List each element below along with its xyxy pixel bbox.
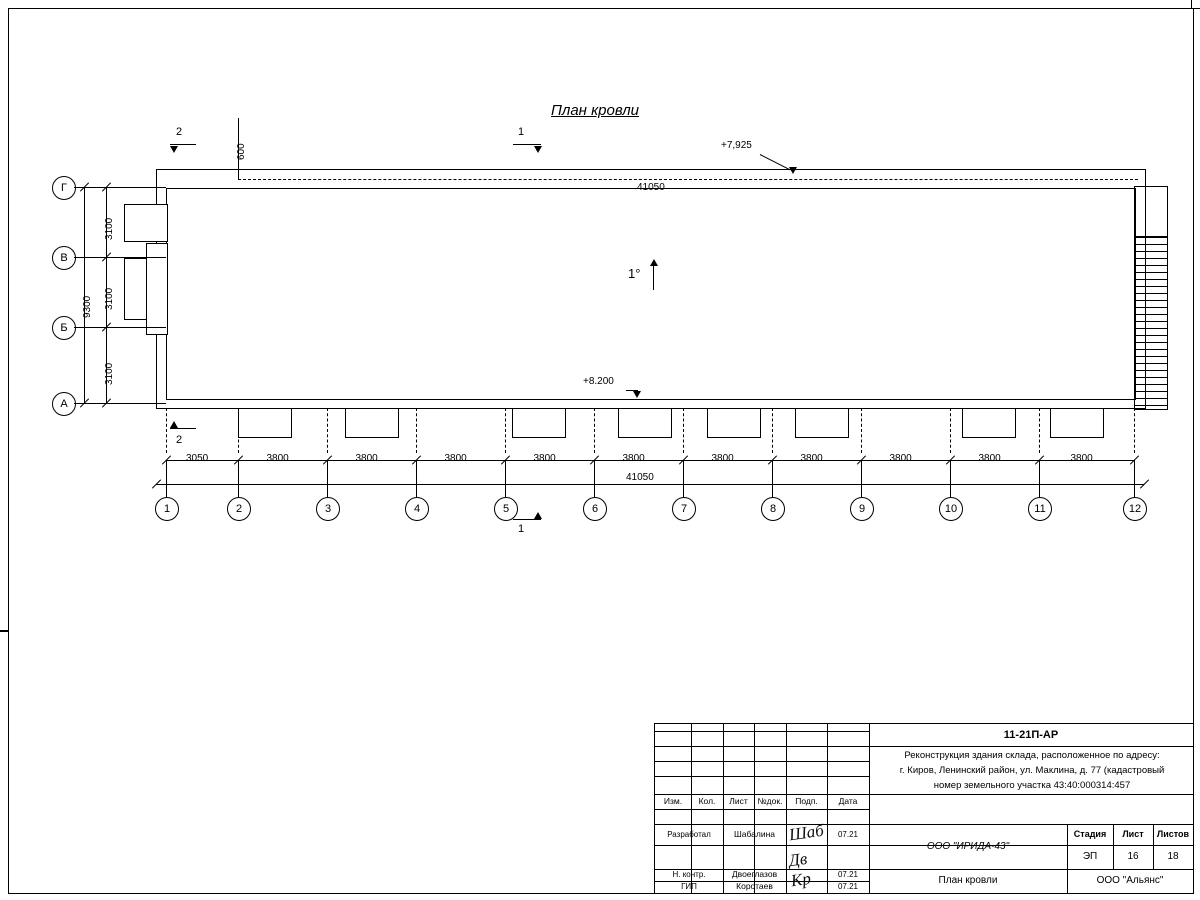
stamp-date-1: 07.21 <box>837 829 859 839</box>
section-mark-2-top: 2 <box>176 126 183 138</box>
column-grid-line-12 <box>1134 408 1135 453</box>
elevation-bottom-arrow <box>633 391 641 398</box>
stamp-rule-3 <box>655 809 869 810</box>
axis-line-G <box>74 187 166 188</box>
column-grid-line-4 <box>416 408 417 453</box>
dim-vertical-3100-1: 3100 <box>104 217 115 240</box>
stamp-name-1: Шабалина <box>733 828 776 839</box>
section-mark-1-bottom-arrow <box>534 512 542 519</box>
section-mark-2-bottom: 2 <box>176 434 183 446</box>
axis-bubble-9: 9 <box>850 497 874 521</box>
axis-extension-10 <box>950 460 951 497</box>
stage-header-listov: Листов <box>1156 829 1190 840</box>
project-code: 11-21П-АР <box>1003 728 1059 741</box>
title-block <box>654 723 1194 894</box>
bottom-block-4 <box>618 408 672 438</box>
axis-bubble-3: 3 <box>316 497 340 521</box>
axis-bubble-1: 1 <box>155 497 179 521</box>
axis-extension-5 <box>505 460 506 497</box>
dim-vertical-total-9300: 9300 <box>82 295 93 318</box>
stage-header-list: Лист <box>1122 829 1144 840</box>
bottom-block-6 <box>795 408 849 438</box>
stage-value-list: 16 <box>1127 851 1139 863</box>
stamp-header-list: Лист <box>729 795 748 806</box>
elevation-top-label: +7,925 <box>721 140 752 151</box>
bottom-block-7 <box>962 408 1016 438</box>
stamp-header-data: Дата <box>838 795 858 806</box>
axis-bubble-10: 10 <box>939 497 963 521</box>
slope-arrow-shaft <box>653 266 654 290</box>
dim-bottom-3: 3800 <box>355 453 378 464</box>
axis-bubble-12: 12 <box>1123 497 1147 521</box>
stamp-name-3: Коротаев <box>736 881 773 892</box>
page-title <box>551 102 639 119</box>
axis-extension-11 <box>1039 460 1040 497</box>
stamp-header-podp: Подп. <box>795 795 818 806</box>
stamp-header-ndok: №док. <box>757 795 783 806</box>
column-grid-line-9 <box>861 408 862 453</box>
frame-tick-top <box>1184 8 1200 9</box>
dim-bottom-6: 3800 <box>622 453 645 464</box>
stamp-role-3: ГИП <box>681 882 697 892</box>
bottom-block-5 <box>707 408 761 438</box>
object-line-3: номер земельного участка 43:40:000314:457 <box>933 780 1131 792</box>
axis-extension-6 <box>594 460 595 497</box>
dim-bottom-11: 3800 <box>1070 453 1093 464</box>
axis-extension-1 <box>166 460 167 497</box>
column-grid-line-11 <box>1039 408 1040 453</box>
axis-bubble-7: 7 <box>672 497 696 521</box>
section-mark-2-top-line <box>170 144 196 145</box>
plan-title-text: План кровли <box>551 102 639 119</box>
dim-vertical-3100-2: 3100 <box>104 287 115 310</box>
axis-bubble-2: 2 <box>227 497 251 521</box>
bottom-block-2 <box>345 408 399 438</box>
stamp-role-2: Н. контр. <box>672 870 706 880</box>
section-mark-2-bottom-line <box>170 428 196 429</box>
dim-bottom-7: 3800 <box>711 453 734 464</box>
stage-value-listov: 18 <box>1167 851 1179 863</box>
dim-overall-bottom-line <box>156 484 1144 485</box>
stamp-header-izm: Изм. <box>663 795 683 806</box>
axis-extension-2 <box>238 460 239 497</box>
section-mark-1-top-arrow <box>534 146 542 153</box>
axis-bubble-V: В <box>52 246 76 270</box>
dim-bottom-5: 3800 <box>533 453 556 464</box>
stamp-date-3: 07.21 <box>837 882 859 892</box>
elevation-top-arrow <box>789 167 797 174</box>
frame-tick-top-vertical <box>1191 0 1192 9</box>
axis-extension-3 <box>327 460 328 497</box>
section-mark-2-top-arrow <box>170 146 178 153</box>
column-grid-line-2 <box>238 408 239 453</box>
company-designer: ООО "ИРИДА-43" <box>926 840 1010 852</box>
stamp-rule-1 <box>655 746 1193 747</box>
bottom-block-8 <box>1050 408 1104 438</box>
signature-1: Шаб <box>787 820 825 845</box>
column-grid-line-8 <box>772 408 773 453</box>
axis-bubble-8: 8 <box>761 497 785 521</box>
object-line-2: г. Киров, Ленинский район, ул. Маклина, д. 77 (кадастровый <box>899 765 1165 777</box>
axis-bubble-5: 5 <box>494 497 518 521</box>
dim-bottom-2: 3800 <box>266 453 289 464</box>
roof-hatched-block <box>1134 236 1168 410</box>
axis-extension-9 <box>861 460 862 497</box>
frame-tick-left <box>0 630 9 632</box>
slope-label: 1° <box>628 266 641 281</box>
object-line-1: Реконструкция здания склада, расположенное по адресу: <box>904 750 1160 762</box>
section-mark-1-bottom: 1 <box>518 523 525 535</box>
bottom-block-3 <box>512 408 566 438</box>
stamp-header-kol: Кол. <box>698 795 716 806</box>
dim-600-label: 600 <box>236 143 247 160</box>
dim-overall-length-bottom: 41050 <box>626 472 654 483</box>
bottom-block-1 <box>238 408 292 438</box>
roof-ridge-dashed-line <box>238 179 1138 180</box>
sheet-name: План кровли <box>938 875 998 887</box>
section-mark-1-top: 1 <box>518 126 525 138</box>
stamp-rule-8 <box>655 761 869 762</box>
dim-bottom-10: 3800 <box>978 453 1001 464</box>
stage-value-stadia: ЭП <box>1082 851 1098 863</box>
column-grid-line-1 <box>166 408 167 453</box>
dim-bottom-8: 3800 <box>800 453 823 464</box>
dim-overall-length-top: 41050 <box>637 182 665 193</box>
dim-bottom-1: 3050 <box>186 453 209 464</box>
column-grid-line-6 <box>594 408 595 453</box>
stamp-rule-9 <box>655 776 869 777</box>
column-grid-line-3 <box>327 408 328 453</box>
axis-bubble-11: 11 <box>1028 497 1052 521</box>
axis-bubble-4: 4 <box>405 497 429 521</box>
roof-element-block-1 <box>124 204 168 242</box>
axis-extension-7 <box>683 460 684 497</box>
axis-bubble-A: А <box>52 392 76 416</box>
axis-extension-12 <box>1134 460 1135 497</box>
stamp-name-2: Двоеглазов <box>731 869 778 880</box>
stamp-date-2: 07.21 <box>837 870 859 880</box>
axis-bubble-G: Г <box>52 176 76 200</box>
dim-vertical-3100-3: 3100 <box>104 362 115 385</box>
company-client: ООО "Альянс" <box>1096 875 1164 887</box>
axis-line-V <box>74 257 166 258</box>
section-mark-1-bottom-line <box>513 519 541 520</box>
axis-bubble-6: 6 <box>583 497 607 521</box>
axis-extension-4 <box>416 460 417 497</box>
section-mark-1-top-line <box>513 144 541 145</box>
axis-line-B <box>74 327 166 328</box>
roof-inner-outline <box>166 188 1136 400</box>
signature-2: Дв <box>787 848 809 871</box>
dim-bottom-9: 3800 <box>889 453 912 464</box>
elevation-bottom-label: +8.200 <box>583 376 614 387</box>
section-mark-2-bottom-arrow <box>170 421 178 428</box>
axis-line-A <box>74 403 166 404</box>
axis-bubble-B: Б <box>52 316 76 340</box>
column-grid-line-7 <box>683 408 684 453</box>
roof-right-block <box>1134 186 1168 238</box>
axis-extension-8 <box>772 460 773 497</box>
stamp-rule-10 <box>655 731 869 732</box>
dim-bottom-4: 3800 <box>444 453 467 464</box>
column-grid-line-10 <box>950 408 951 453</box>
slope-arrow-head <box>650 259 658 266</box>
stage-header-stadia: Стадия <box>1073 829 1107 840</box>
signature-3: Кр <box>789 868 812 891</box>
column-grid-line-5 <box>505 408 506 453</box>
stamp-role-1: Разработал <box>667 829 711 839</box>
